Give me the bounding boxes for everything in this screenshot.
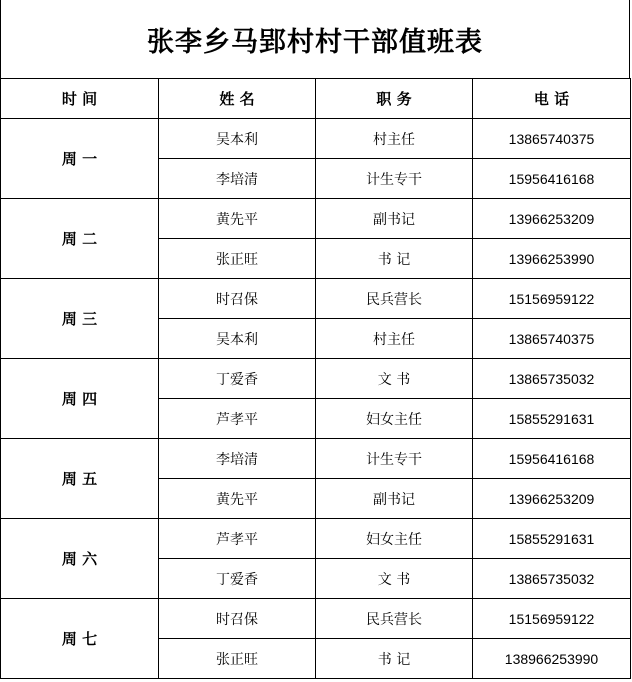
position-cell: 副书记 xyxy=(316,199,473,239)
position-cell: 计生专干 xyxy=(316,159,473,199)
phone-cell: 15855291631 xyxy=(473,519,631,559)
duty-table xyxy=(0,78,631,679)
position-cell: 计生专干 xyxy=(316,439,473,479)
table-row xyxy=(1,359,631,399)
name-cell: 时召保 xyxy=(159,279,316,319)
table-row xyxy=(1,199,631,239)
header-phone: 电 话 xyxy=(473,79,631,119)
phone-cell: 15855291631 xyxy=(473,399,631,439)
name-cell: 芦孝平 xyxy=(159,399,316,439)
header-row xyxy=(1,79,631,119)
name-cell: 李培清 xyxy=(159,159,316,199)
header-name: 姓 名 xyxy=(159,79,316,119)
position-cell: 民兵营长 xyxy=(316,279,473,319)
day-cell: 周 五 xyxy=(1,439,159,519)
position-cell: 文 书 xyxy=(316,559,473,599)
day-cell: 周 三 xyxy=(1,279,159,359)
name-cell: 丁爱香 xyxy=(159,559,316,599)
position-cell: 文 书 xyxy=(316,359,473,399)
position-cell: 书 记 xyxy=(316,639,473,679)
phone-cell: 15956416168 xyxy=(473,159,631,199)
day-cell: 周 七 xyxy=(1,599,159,679)
phone-cell: 15156959122 xyxy=(473,279,631,319)
name-cell: 李培清 xyxy=(159,439,316,479)
name-cell: 丁爱香 xyxy=(159,359,316,399)
table-row xyxy=(1,119,631,159)
phone-cell: 15956416168 xyxy=(473,439,631,479)
position-cell: 妇女主任 xyxy=(316,399,473,439)
name-cell: 芦孝平 xyxy=(159,519,316,559)
day-cell: 周 二 xyxy=(1,199,159,279)
position-cell: 书 记 xyxy=(316,239,473,279)
header-time: 时 间 xyxy=(1,79,159,119)
name-cell: 黄先平 xyxy=(159,479,316,519)
position-cell: 村主任 xyxy=(316,319,473,359)
phone-cell: 13966253209 xyxy=(473,199,631,239)
page-title: 张李乡马郢村村干部值班表 xyxy=(0,0,630,78)
day-cell: 周 四 xyxy=(1,359,159,439)
name-cell: 吴本利 xyxy=(159,119,316,159)
name-cell: 张正旺 xyxy=(159,639,316,679)
phone-cell: 13865740375 xyxy=(473,319,631,359)
position-cell: 妇女主任 xyxy=(316,519,473,559)
phone-cell: 138966253990 xyxy=(473,639,631,679)
position-cell: 民兵营长 xyxy=(316,599,473,639)
table-row xyxy=(1,599,631,639)
phone-cell: 15156959122 xyxy=(473,599,631,639)
day-cell: 周 六 xyxy=(1,519,159,599)
position-cell: 村主任 xyxy=(316,119,473,159)
phone-cell: 13865740375 xyxy=(473,119,631,159)
name-cell: 吴本利 xyxy=(159,319,316,359)
name-cell: 张正旺 xyxy=(159,239,316,279)
position-cell: 副书记 xyxy=(316,479,473,519)
header-position: 职 务 xyxy=(316,79,473,119)
table-row xyxy=(1,279,631,319)
phone-cell: 13966253209 xyxy=(473,479,631,519)
name-cell: 黄先平 xyxy=(159,199,316,239)
table-row xyxy=(1,439,631,479)
phone-cell: 13966253990 xyxy=(473,239,631,279)
phone-cell: 13865735032 xyxy=(473,359,631,399)
phone-cell: 13865735032 xyxy=(473,559,631,599)
name-cell: 时召保 xyxy=(159,599,316,639)
day-cell: 周 一 xyxy=(1,119,159,199)
table-row xyxy=(1,519,631,559)
roster-body xyxy=(1,119,631,679)
